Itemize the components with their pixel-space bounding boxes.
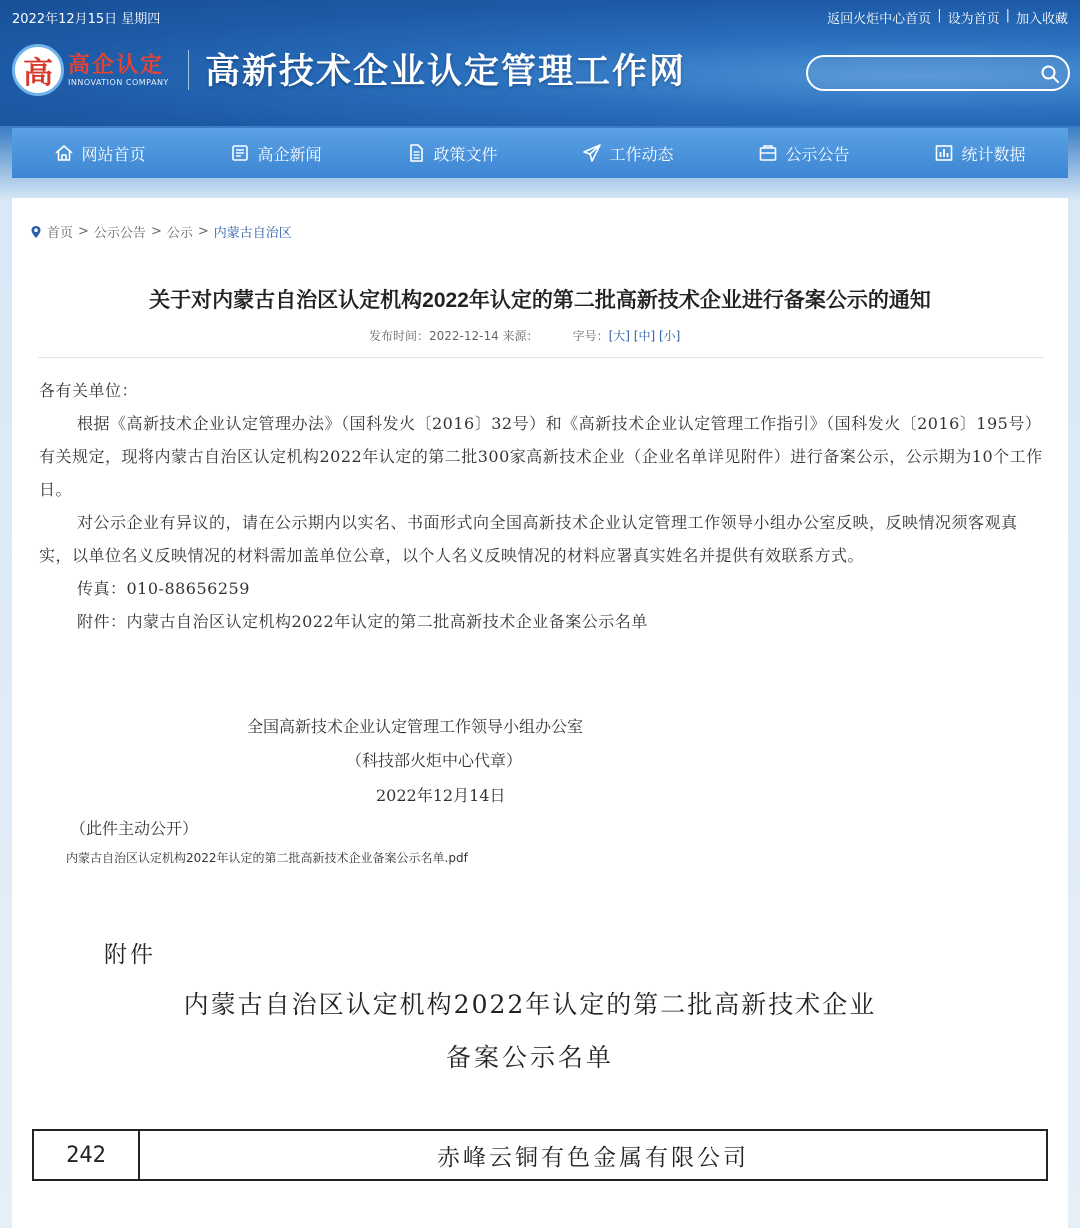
nav-announcements[interactable] — [716, 142, 892, 165]
breadcrumb-public-notice[interactable]: 公示 — [166, 226, 193, 241]
nav-home-label: 网站首页 — [81, 144, 146, 164]
news-icon — [230, 143, 250, 163]
signature-org: 全国高新技术企业认定管理工作领导小组办公室 — [247, 717, 584, 736]
breadcrumb-current[interactable]: 内蒙古自治区 — [213, 226, 292, 241]
logo-mark-icon: 高 — [12, 44, 64, 96]
breadcrumb-home[interactable]: 首页 — [47, 226, 74, 241]
document-icon — [406, 143, 426, 163]
chart-icon — [934, 143, 954, 163]
paragraph-2: 对公示企业有异议的，请在公示期内以实名、书面形式向全国高新技术企业认定管理工作领导小组办公室反映，反映情况须客观真实，以单位名义反映情况的材料需加盖单位公章，以个人名义反映情况的材料应署真实姓名并提供有效联系方式。 — [39, 513, 1018, 565]
row-number: 242 — [34, 1131, 140, 1179]
search-icon[interactable] — [1040, 64, 1060, 84]
attachment-label: 附件 — [104, 942, 156, 968]
nav-work-updates-label: 工作动态 — [609, 144, 674, 164]
set-homepage-link[interactable]: 设为首页 — [947, 12, 1000, 27]
font-size-large-button[interactable]: [大] — [608, 329, 630, 343]
attachment-line: 附件：内蒙古自治区认定机构2022年认定的第二批高新技术企业备案公示名单 — [77, 612, 648, 631]
location-pin-icon — [30, 225, 42, 239]
paper-plane-icon — [582, 143, 602, 163]
paragraph-1: 根据《高新技术企业认定管理办法》（国科发火〔2016〕32号）和《高新技术企业认定管理工作指引》（国科发火〔2016〕195号）有关规定，现将内蒙古自治区认定机构2022年认定的第二批300家高新技术企业（企业名单详见附件）进行备案公示，公示期为10个工作日。 — [39, 414, 1043, 499]
nav-news-label: 高企新闻 — [257, 144, 322, 164]
breadcrumb-separator: > — [197, 224, 209, 239]
site-logo[interactable] — [12, 44, 174, 96]
company-name: 赤峰云铜有色金属有限公司 — [437, 1144, 749, 1171]
font-size-control — [573, 327, 681, 344]
link-separator: | — [937, 8, 942, 23]
nav-policy-label: 政策文件 — [433, 144, 498, 164]
breadcrumb-separator: > — [78, 224, 89, 239]
top-links — [827, 8, 1068, 27]
breadcrumb-announcements[interactable]: 公示公告 — [93, 226, 146, 241]
search-box — [806, 55, 1070, 91]
logo-text: 高企认定 — [68, 53, 165, 78]
font-size-label: 字号： — [572, 329, 609, 343]
article-title: 关于对内蒙古自治区认定机构2022年认定的第二批高新技术企业进行备案公示的通知 — [149, 289, 931, 312]
nav-work-updates[interactable] — [540, 142, 716, 165]
table-row — [32, 1129, 1048, 1181]
signature-date: 2022年12月14日 — [376, 786, 506, 805]
nav-statistics[interactable] — [892, 142, 1068, 165]
add-favorite-link[interactable]: 加入收藏 — [1015, 12, 1068, 27]
disclosure-note: （此件主动公开） — [70, 819, 199, 838]
nav-statistics-label: 统计数据 — [961, 144, 1026, 164]
salutation: 各有关单位： — [39, 381, 139, 400]
return-torch-home-link[interactable]: 返回火炬中心首页 — [827, 12, 932, 27]
inbox-icon — [758, 143, 778, 163]
logo-divider — [188, 50, 189, 90]
breadcrumb-separator: > — [150, 224, 162, 239]
nav-news[interactable] — [188, 142, 364, 165]
publish-time: 发布时间：2022-12-14 来源： — [369, 329, 539, 343]
nav-policy[interactable] — [364, 142, 540, 165]
article-body — [39, 374, 1045, 638]
breadcrumb — [30, 222, 292, 241]
nav-announcements-label: 公示公告 — [785, 144, 850, 164]
attachment-title-line2: 备案公示名单 — [445, 1043, 614, 1072]
current-date: 2022年12月15日 星期四 — [12, 12, 161, 27]
article-meta — [369, 327, 680, 344]
font-size-medium-button[interactable]: [中] — [633, 329, 656, 343]
search-input[interactable] — [822, 61, 1032, 85]
fax-line: 传真：010-88656259 — [77, 579, 250, 598]
home-icon — [54, 143, 74, 163]
attachment-pdf-link[interactable]: 内蒙古自治区认定机构2022年认定的第二批高新技术企业备案公示名单.pdf — [66, 851, 468, 865]
font-size-small-button[interactable]: [小] — [658, 329, 681, 343]
logo-subtext: INNOVATION COMPANY — [68, 78, 169, 87]
link-separator: | — [1005, 8, 1010, 23]
main-nav — [12, 128, 1068, 178]
signature-agent: （科技部火炬中心代章） — [346, 751, 523, 770]
title-divider — [38, 357, 1044, 358]
attachment-title-line1: 内蒙古自治区认定机构2022年认定的第二批高新技术企业 — [183, 990, 877, 1019]
article-panel — [12, 198, 1068, 1228]
site-header — [0, 0, 1080, 126]
site-title: 高新技术企业认定管理工作网 — [205, 51, 687, 92]
nav-home[interactable] — [12, 142, 188, 165]
